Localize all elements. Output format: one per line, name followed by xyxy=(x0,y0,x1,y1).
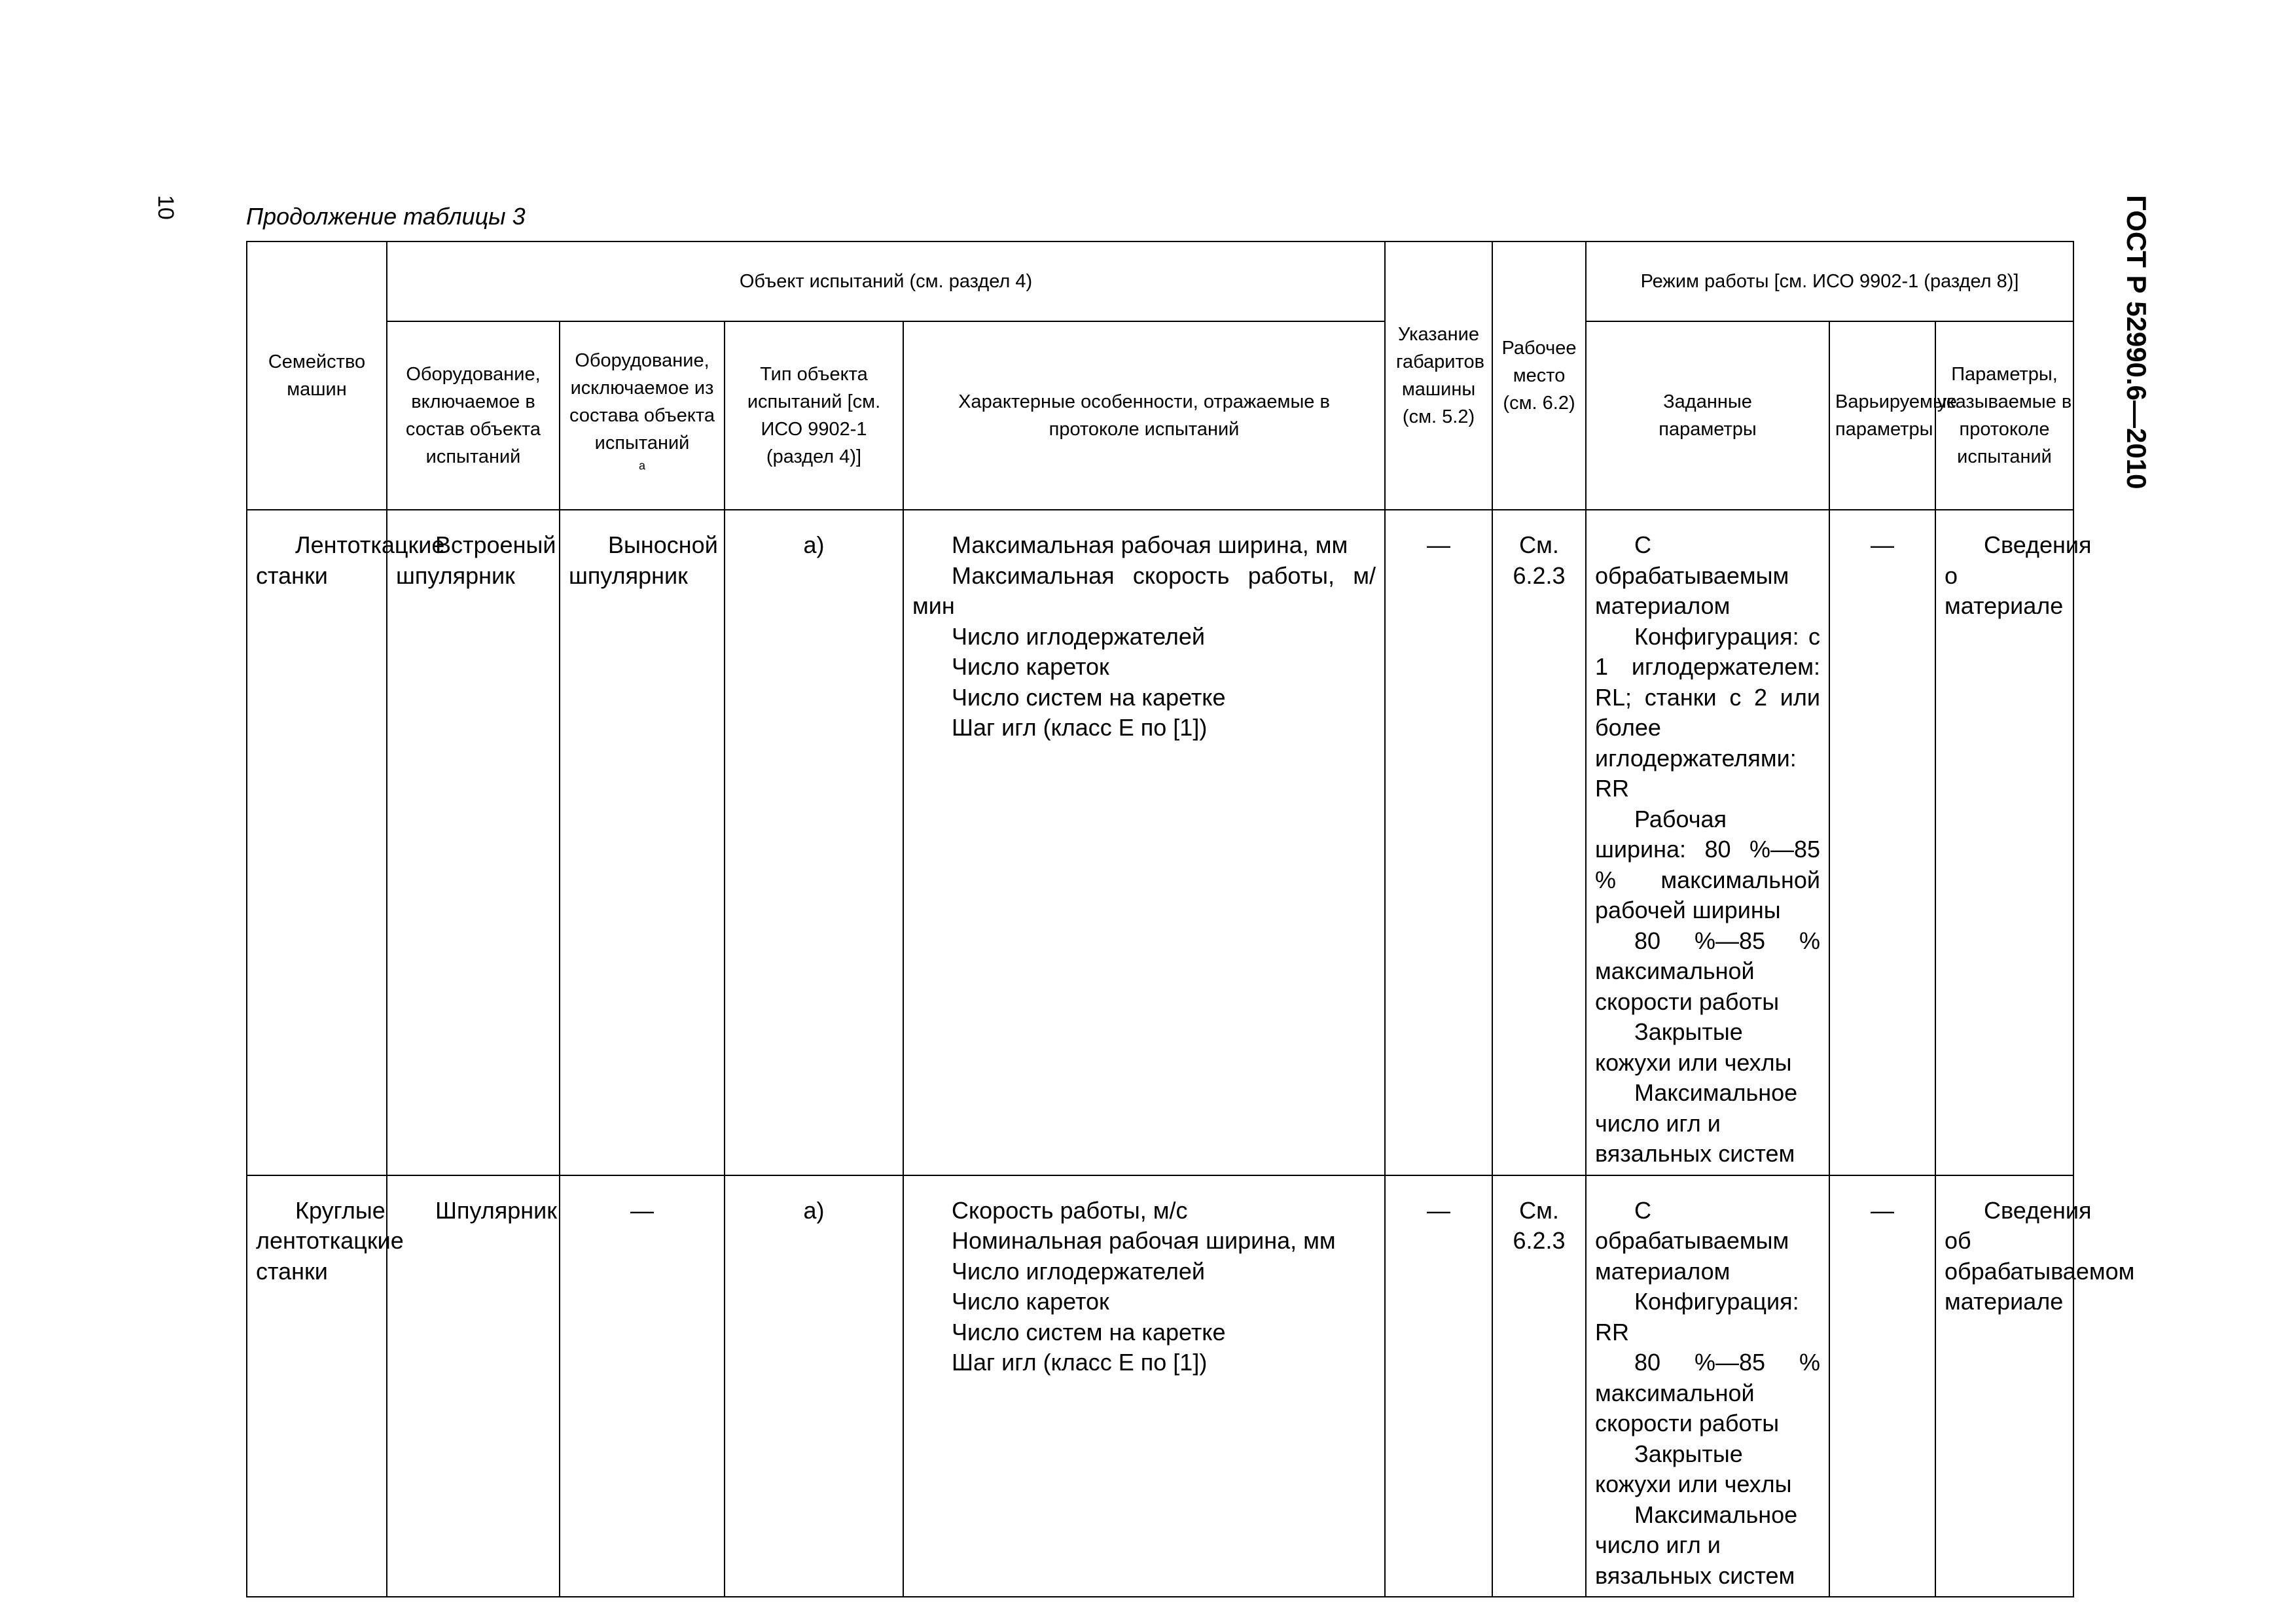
cell-workplace: См. 6.2.3 xyxy=(1492,1175,1586,1597)
cell-type: а) xyxy=(725,1175,903,1597)
cell-included: Встроеный шпулярник xyxy=(387,510,560,1175)
cell-dimensions: — xyxy=(1385,1175,1492,1597)
cell-excluded: Выносной шпулярник xyxy=(560,510,725,1175)
header-varied-params: Варьируемые параметры xyxy=(1829,321,1935,510)
header-row-top xyxy=(247,241,2073,321)
header-row-bottom xyxy=(247,321,2073,510)
cell-workplace: См. 6.2.3 xyxy=(1492,510,1586,1175)
feature-line: Максимальная скорость работы, м/мин xyxy=(912,562,1376,619)
header-set-params: Заданные параметры xyxy=(1586,321,1829,510)
param-line: 80 %—85 % максимальной скорости работы xyxy=(1595,1349,1821,1436)
param-line: Закрытые кожухи или чехлы xyxy=(1595,1440,1792,1497)
feature-line: Максимальная рабочая ширина, мм xyxy=(952,531,1348,558)
cell-included: Шпулярник xyxy=(387,1175,560,1597)
cell-features xyxy=(903,1175,1385,1597)
test-conditions-table xyxy=(246,241,2135,1597)
cell-family: Круглые лентоткацкие станки xyxy=(247,1175,387,1597)
feature-line: Шаг игл (класс Е по [1]) xyxy=(952,714,1208,741)
header-workplace: Рабочее место (см. 6.2) xyxy=(1492,241,1586,510)
cell-set-params xyxy=(1586,1175,1829,1597)
header-features: Характерные особенности, отражаемые в протоколе испытаний xyxy=(903,321,1385,510)
header-family: Семейство машин xyxy=(247,241,387,510)
standard-code: ГОСТ Р 52990.6—2010 xyxy=(2121,195,2152,490)
header-excluded-equipment: Оборудование, исключаемое из состава объекта испытаний$^a$ xyxy=(560,321,725,510)
cell-features xyxy=(903,510,1385,1175)
cell-type: а) xyxy=(725,510,903,1175)
page-number: 10 xyxy=(153,195,178,220)
cell-reported: Сведения о материале xyxy=(1935,510,2073,1175)
feature-line: Число кареток xyxy=(952,1288,1109,1315)
header-reported-params: Параметры, указываемые в протоколе испытаний xyxy=(1935,321,2073,510)
cell-family: Лентоткацкие станки xyxy=(247,510,387,1175)
param-line: Максимальное число игл и вязальных систем xyxy=(1595,1501,1798,1589)
table-row xyxy=(247,1175,2073,1597)
param-line: Максимальное число игл и вязальных систем xyxy=(1595,1079,1798,1167)
param-line: Рабочая ширина: 80 %—85 % максимальной рабочей ширины xyxy=(1595,805,1821,923)
footnote-marker: a xyxy=(638,459,645,473)
feature-line: Номинальная рабочая ширина, мм xyxy=(952,1227,1336,1254)
param-line: С обрабатываемым материалом xyxy=(1595,531,1789,619)
header-object-group: Объект испытаний (см. раздел 4) xyxy=(387,241,1385,321)
cell-varied: — xyxy=(1829,510,1935,1175)
table-continuation-label: Продолжение таблицы 3 xyxy=(246,203,526,230)
header-dimensions: Указание габаритов машины (см. 5.2) xyxy=(1385,241,1492,510)
param-line: 80 %—85 % максимальной скорости работы xyxy=(1595,927,1821,1015)
header-mode-group: Режим работы [см. ИСО 9902-1 (раздел 8)] xyxy=(1586,241,2073,321)
header-included-equipment: Оборудование, включаемое в состав объекта испытаний xyxy=(387,321,560,510)
feature-line: Шаг игл (класс Е по [1]) xyxy=(952,1349,1208,1376)
param-line: Конфигурация: RR xyxy=(1595,1288,1799,1346)
cell-varied: — xyxy=(1829,1175,1935,1597)
cell-dimensions: — xyxy=(1385,510,1492,1175)
param-line: Закрытые кожухи или чехлы xyxy=(1595,1018,1792,1076)
feature-line: Число иглодержателей xyxy=(952,622,1206,650)
cell-excluded: — xyxy=(560,1175,725,1597)
cell-reported: Сведения об обрабатываемом материале xyxy=(1935,1175,2073,1597)
table-row xyxy=(247,510,2073,1175)
feature-line: Число систем на каретке xyxy=(952,683,1226,711)
param-line: С обрабатываемым материалом xyxy=(1595,1196,1789,1285)
header-object-type: Тип объекта испытаний [см. ИСО 9902-1 (раздел 4)] xyxy=(725,321,903,510)
feature-line: Число кареток xyxy=(952,653,1109,680)
feature-line: Число систем на каретке xyxy=(952,1318,1226,1346)
param-line: Конфигурация: с 1 иглодержателем: RL; станки с 2 или более иглодержателями: RR xyxy=(1595,622,1821,802)
feature-line: Скорость работы, м/с xyxy=(952,1196,1188,1224)
cell-set-params xyxy=(1586,510,1829,1175)
feature-line: Число иглодержателей xyxy=(952,1257,1206,1285)
